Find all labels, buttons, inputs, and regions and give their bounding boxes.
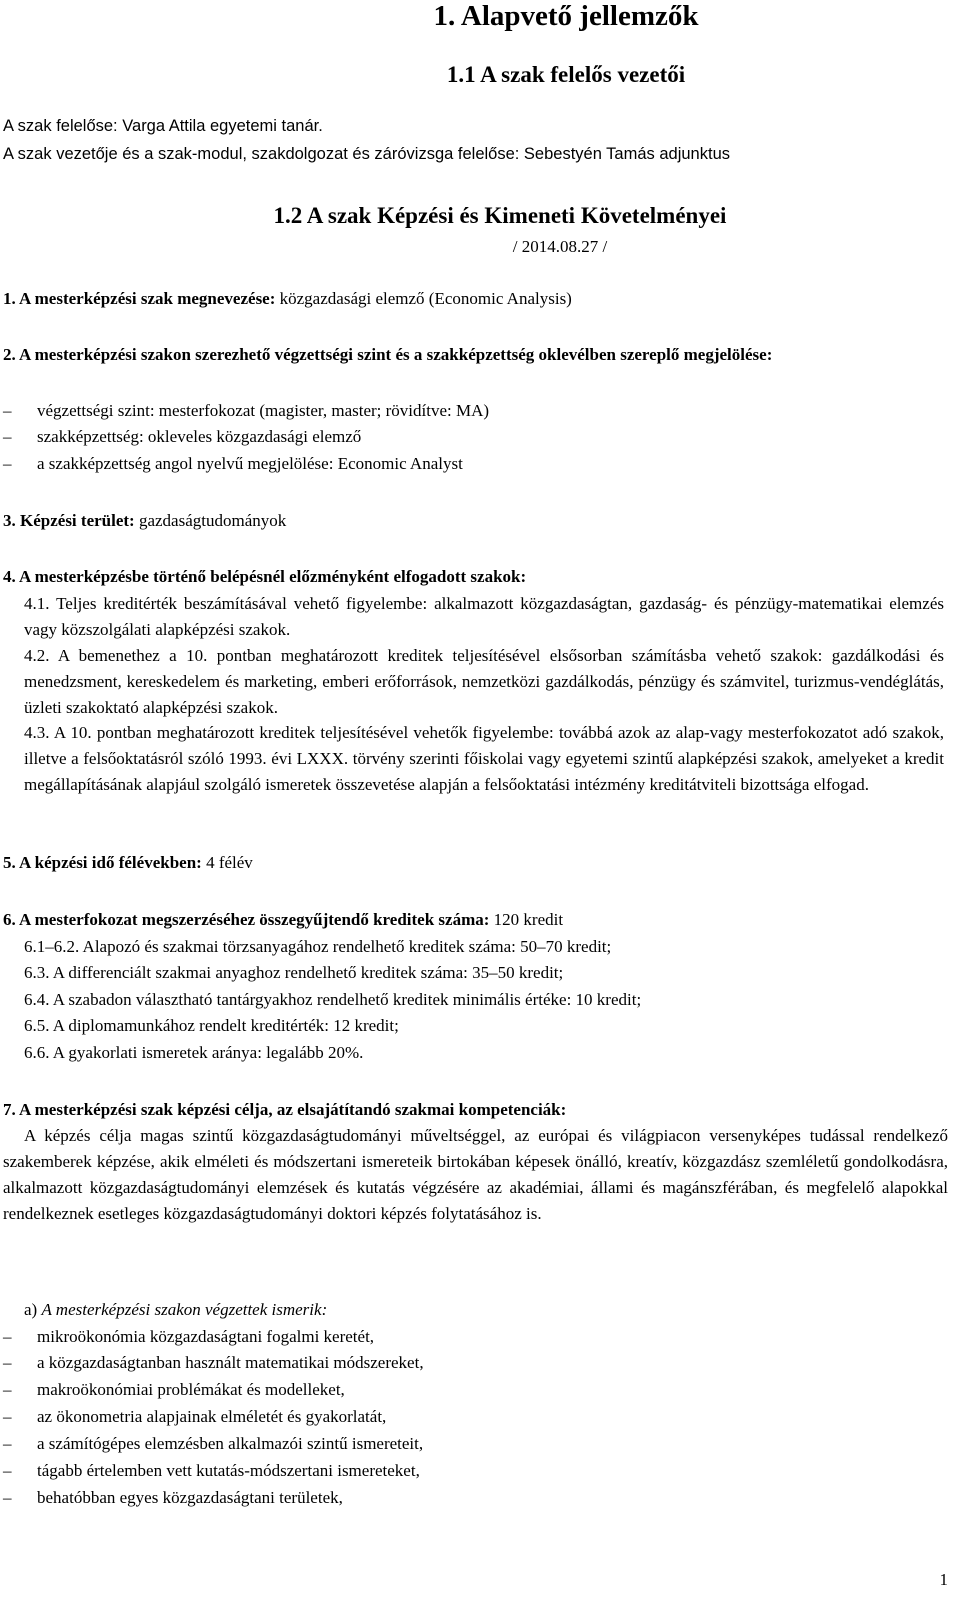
heading-1-2: 1.2 A szak Képzési és Kimeneti Követelményei <box>273 203 727 228</box>
list-item: – tágabb értelemben vett kutatás-módszertani ismereteket, <box>3 1461 420 1480</box>
list-item: – a számítógépes elemzésben alkalmazói szintű ismereteit, <box>3 1434 424 1453</box>
section-1-label: 1. A mesterképzési szak megnevezése: <box>3 289 276 308</box>
heading-1-1: 1.1 A szak felelős vezetői <box>446 62 686 87</box>
section-5 <box>3 850 948 876</box>
section-2-label: 2. A mesterképzési szakon szerezhető végzettségi szint és a szakképzettség oklevélben szereplő megjelölése: <box>3 345 773 364</box>
section-1 <box>3 286 948 312</box>
section-6 <box>3 907 948 933</box>
leader-line-1: A szak felelőse: Varga Attila egyetemi tanár. <box>3 117 323 135</box>
section-7-sub-a <box>24 1297 960 1323</box>
section-4-2: 4.2. A bemenethez a 10. pontban meghatározott kreditek teljesítésével elsősorban számításba vehető szakok: gazdálkodási és menedzsment, kereskedelem és marketing, emberi erőforrások, nemzetközi gazdálkodás, pénzügy és számvitel, turizmus-vendéglátás, üzleti szakoktató alapképzési szakok. <box>24 646 944 717</box>
section-6-value: 120 kredit <box>489 910 564 929</box>
list-item: – az ökonometria alapjainak elméletét és gyakorlatát, <box>3 1407 387 1426</box>
section-3-value: gazdaságtudományok <box>134 511 287 530</box>
section-5-label: 5. A képzési idő félévekben: <box>3 853 202 872</box>
list-item: 6.3. A differenciált szakmai anyaghoz rendelhető kreditek száma: 35–50 kredit; <box>24 963 564 982</box>
list-item: – szakképzettség: okleveles közgazdasági elemző <box>3 427 362 446</box>
section-4-label: 4. A mesterképzésbe történő belépésnél előzményként elfogadott szakok: <box>3 567 527 586</box>
section-3 <box>3 508 948 534</box>
section-7-paragraph: A képzés célja magas szintű közgazdaságtudományi műveltséggel, az európai és világpiacon versenyképes tudással rendelkező szakemberek képzése, akik elméleti és módszertani ismereteik birtokában képesek önálló, kreatív, közgazdász szemléletű gondolkodásra, alkalmazott közgazdaságtudományi elemzések és kutatás végzésére az akadémiai, állami és magánszférában, és megfelelő alapokkal rendelkeznek esetleges közgazdaságtudományi doktori képzés folytatásához is. <box>3 1126 948 1223</box>
section-5-value: 4 félév <box>201 853 253 872</box>
section-4-1: 4.1. Teljes kreditérték beszámításával vehető figyelembe: alkalmazott közgazdaságtan, gazdaság- és pénzügy-matematikai elemzés vagy közszolgálati alapképzési szakok. <box>24 594 944 639</box>
list-item: 6.6. A gyakorlati ismeretek aránya: legalább 20%. <box>24 1043 364 1062</box>
page-number: 1 <box>939 1570 948 1589</box>
list-item: – a közgazdaságtanban használt matematikai módszereket, <box>3 1353 424 1372</box>
sub-a-title: A mesterképzési szakon végzettek ismerik: <box>41 1300 328 1319</box>
list-item: – a szakképzettség angol nyelvű megjelölése: Economic Analyst <box>3 454 463 473</box>
leader-line-2: A szak vezetője és a szak-modul, szakdolgozat és záróvizsga felelőse: Sebestyén Tamás adjunktus <box>3 145 730 163</box>
list-item: – mikroökonómia közgazdaságtani fogalmi keretét, <box>3 1327 375 1346</box>
list-item: – behatóbban egyes közgazdaságtani területek, <box>3 1488 343 1507</box>
heading-1: 1. Alapvető jellemzők <box>433 0 699 32</box>
section-1-value: közgazdasági elemző (Economic Analysis) <box>275 289 572 308</box>
section-3-label: 3. Képzési terület: <box>3 511 135 530</box>
section-6-label: 6. A mesterfokozat megszerzéséhez összegyűjtendő kreditek száma: <box>3 910 490 929</box>
sub-a-prefix: a) <box>24 1300 42 1319</box>
section-4-3: 4.3. A 10. pontban meghatározott kreditek teljesítésével vehetők figyelembe: továbbá azok az alap-vagy mesterfokozatot adó szakok, illetve a felsőoktatásról szóló 1993. évi LXXX. törvény szerinti főiskolai vagy egyetemi szintű alapképzési szakok, amelyeket a kredit megállapításának alapjául szolgáló ismeretek összevetése alapján a felsőoktatási intézmény kreditátviteli bizottsága elfogad. <box>24 723 944 794</box>
list-item: – makroökonómiai problémákat és modelleket, <box>3 1380 345 1399</box>
section-7-label: 7. A mesterképzési szak képzési célja, az elsajátítandó szakmai kompetenciák: <box>3 1100 567 1119</box>
date-line: / 2014.08.27 / <box>512 237 608 256</box>
list-item: – végzettségi szint: mesterfokozat (magister, master; rövidítve: MA) <box>3 401 490 420</box>
list-item: 6.4. A szabadon választható tantárgyakhoz rendelhető kreditek minimális értéke: 10 kredit; <box>24 990 642 1009</box>
list-item: 6.5. A diplomamunkához rendelt kreditérték: 12 kredit; <box>24 1016 399 1035</box>
list-item: 6.1–6.2. Alapozó és szakmai törzsanyagához rendelhető kreditek száma: 50–70 kredit; <box>24 937 612 956</box>
